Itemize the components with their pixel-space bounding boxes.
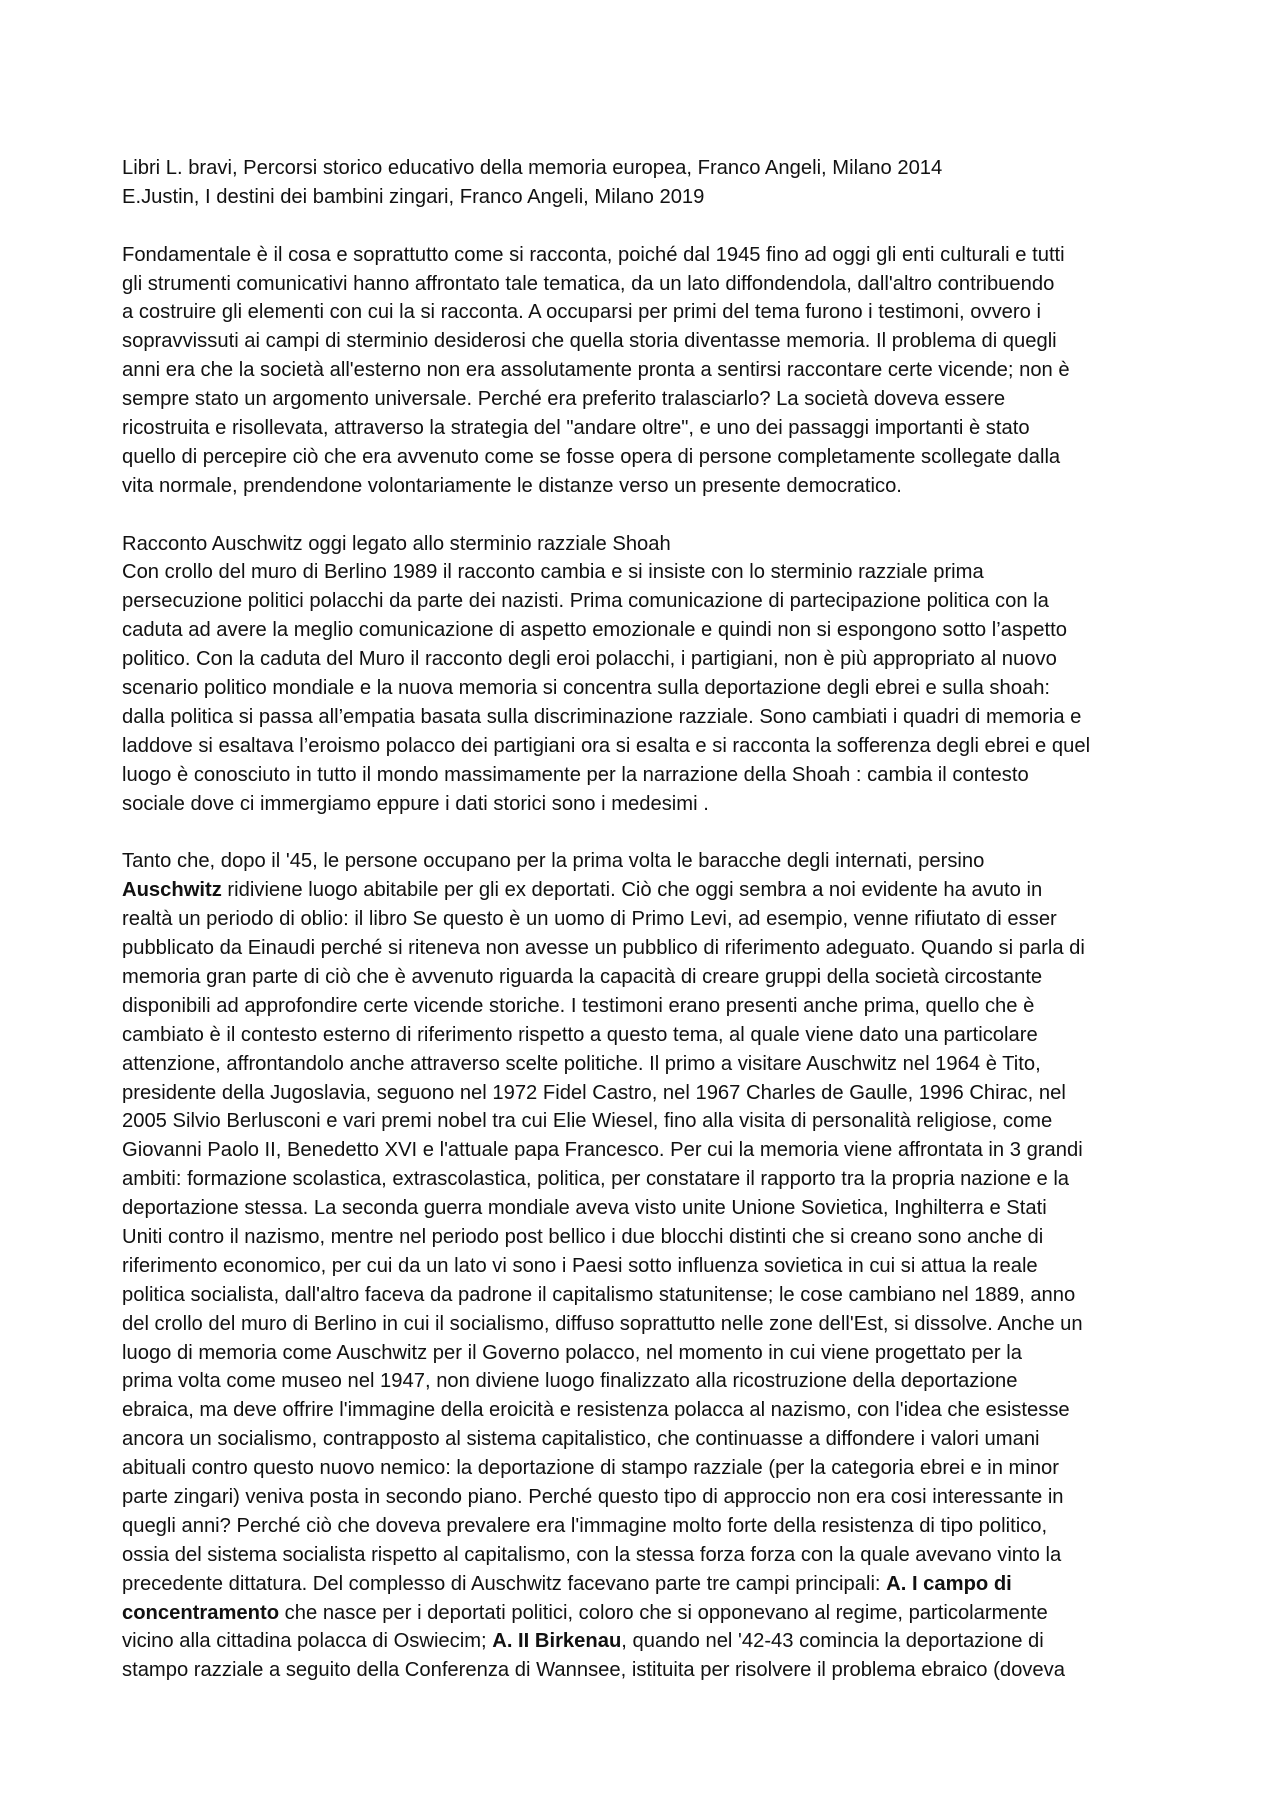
document-page: [122, 154, 1157, 1685]
text-line: ebraica, ma deve offrire l'immagine della eroicità e resistenza polacca al nazismo, con l'idea che esistesse: [122, 1399, 1070, 1422]
text-fragment: , quando nel '42-43 comincia la deportazione di: [621, 1630, 1044, 1653]
paragraph-gap: [122, 818, 1157, 847]
bold-term: A. II Birkenau: [492, 1630, 622, 1653]
text-line: [122, 1570, 1157, 1599]
paragraph-3: [122, 847, 1157, 1685]
text-fragment: precedente dittatura. Del complesso di Auschwitz facevano parte tre campi principali:: [122, 1572, 887, 1595]
text-fragment: vicino alla cittadina polacca di Oswiecim;: [122, 1630, 493, 1653]
text-fragment: che nasce per i deportati politici, coloro che si opponevano al regime, particolarmente: [279, 1601, 1048, 1624]
text-line: cambiato è il contesto esterno di riferimento rispetto a questo tema, al quale viene dato una particolare: [122, 1023, 1038, 1046]
text-line: ossia del sistema socialista rispetto al capitalismo, con la stessa forza forza con la quale avevano vinto la: [122, 1543, 1062, 1566]
text-fragment: ridiviene luogo abitabile per gli ex deportati. Ciò che oggi sembra a noi evidente ha avuto in: [221, 879, 1043, 902]
text-line: scenario politico mondiale e la nuova memoria si concentra sulla deportazione degli ebrei e sulla shoah:: [122, 677, 1051, 700]
text-line: gli strumenti comunicativi hanno affrontato tale tematica, da un lato diffondendola, dall'altro contribuendo: [122, 272, 1055, 295]
paragraph-gap: [122, 212, 1157, 241]
text-line: Con crollo del muro di Berlino 1989 il racconto cambia e si insiste con lo sterminio razziale prima: [122, 561, 984, 584]
text-line: quello di percepire ciò che era avvenuto come se fosse opera di persone completamente scollegate dalla: [122, 445, 1061, 468]
text-line: ricostruita e risollevata, attraverso la strategia del "andare oltre", e uno dei passaggi importanti è stato: [122, 417, 1030, 440]
text-line: [122, 1599, 1157, 1628]
text-line: [122, 876, 1157, 905]
text-line: attenzione, affrontandolo anche attraverso scelte politiche. Il primo a visitare Auschwitz nel 1964 è Tito,: [122, 1052, 1041, 1075]
text-line: stampo razziale a seguito della Conferenza di Wannsee, istituita per risolvere il problema ebraico (doveva: [122, 1659, 1065, 1682]
text-line: politica socialista, dall'altro faceva da padrone il capitalismo statunitense; le cose cambiano nel 1889, anno: [122, 1283, 1076, 1306]
paragraph-gap: [122, 501, 1157, 530]
text-line: caduta ad avere la meglio comunicazione di aspetto emozionale e quindi non si espongono sotto l’aspetto: [122, 619, 1067, 642]
text-line: quegli anni? Perché ciò che doveva prevalere era l'immagine molto forte della resistenza di tipo politico,: [122, 1514, 1048, 1537]
text-line: vita normale, prendendone volontariamente le distanze verso un presente democratico.: [122, 474, 902, 497]
text-line: Giovanni Paolo II, Benedetto XVI e l'attuale papa Francesco. Per cui la memoria viene affrontata in 3 grandi: [122, 1139, 1083, 1162]
bold-term: A. I campo di: [886, 1572, 1012, 1595]
paragraph-2: [122, 530, 1157, 819]
text-line: anni era che la società all'esterno non era assolutamente pronta a sentirsi raccontare certe vicende; non è: [122, 359, 1070, 382]
text-line: parte zingari) veniva posta in secondo piano. Perché questo tipo di approccio non era cosi interessante in: [122, 1485, 1064, 1508]
bold-term: Auschwitz: [122, 879, 222, 902]
text-line: sociale dove ci immergiamo eppure i dati storici sono i medesimi .: [122, 792, 709, 815]
text-line: sopravvissuti ai campi di sterminio desiderosi che quella storia diventasse memoria. Il problema di quegli: [122, 330, 1057, 353]
text-line: [122, 1627, 1157, 1656]
text-line: Fondamentale è il cosa e soprattutto come si racconta, poiché dal 1945 fino ad oggi gli enti culturali e tutti: [122, 243, 1065, 266]
text-line: pubblicato da Einaudi perché si riteneva non avesse un pubblico di riferimento adeguato. Quando si parla di: [122, 937, 1085, 960]
text-line: luogo di memoria come Auschwitz per il Governo polacco, nel momento in cui viene progettato per la: [122, 1341, 1022, 1364]
reference-line: Libri L. bravi, Percorsi storico educativo della memoria europea, Franco Angeli, Milano 2014: [122, 157, 943, 179]
text-line: abituali contro questo nuovo nemico: la deportazione di stampo razziale (per la categoria ebrei e in minor: [122, 1457, 1060, 1480]
reference-line: E.Justin, I destini dei bambini zingari, Franco Angeli, Milano 2019: [122, 185, 705, 208]
text-line: ambiti: formazione scolastica, extrascolastica, politica, per constatare il rapporto tra la propria nazione e la: [122, 1168, 1070, 1191]
text-line: memoria gran parte di ciò che è avvenuto riguarda la capacità di creare gruppi della società circostante: [122, 965, 1043, 988]
text-line: prima volta come museo nel 1947, non diviene luogo finalizzato alla ricostruzione della deportazione: [122, 1370, 1018, 1393]
text-line: Uniti contro il nazismo, mentre nel periodo post bellico i due blocchi distinti che si creano sono anche di: [122, 1225, 1044, 1248]
text-line: deportazione stessa. La seconda guerra mondiale aveva visto unite Unione Sovietica, Inghilterra e Stati: [122, 1197, 1047, 1220]
text-line: del crollo del muro di Berlino in cui il socialismo, diffuso soprattutto nelle zone dell'Est, si dissolve. Anche un: [122, 1312, 1083, 1335]
text-line: presidente della Jugoslavia, seguono nel 1972 Fidel Castro, nel 1967 Charles de Gaulle, 1996 Chirac, nel: [122, 1081, 1066, 1104]
bold-term: concentramento: [122, 1601, 280, 1624]
text-line: a costruire gli elementi con cui la si racconta. A occuparsi per primi del tema furono i testimoni, ovvero i: [122, 301, 1041, 324]
text-line: ancora un socialismo, contrapposto al sistema capitalistico, che continuasse a diffondere i valori umani: [122, 1428, 1040, 1451]
paragraph-1: [122, 241, 1157, 501]
text-line: sempre stato un argomento universale. Perché era preferito tralasciarlo? La società doveva essere: [122, 388, 1006, 411]
text-line: laddove si esaltava l’eroismo polacco dei partigiani ora si esalta e si racconta la sofferenza degli ebrei e quel: [122, 734, 1091, 757]
text-line: persecuzione politici polacchi da parte dei nazisti. Prima comunicazione di partecipazione politica con la: [122, 590, 1049, 613]
text-line: riferimento economico, per cui da un lato vi sono i Paesi sotto influenza sovietica in cui si attua la reale: [122, 1254, 1038, 1277]
text-line: politico. Con la caduta del Muro il racconto degli eroi polacchi, i partigiani, non è più appropriato al nuovo: [122, 648, 1057, 671]
text-line: realtà un periodo di oblio: il libro Se questo è un uomo di Primo Levi, ad esempio, venne rifiutato di esser: [122, 908, 1057, 931]
section-heading: Racconto Auschwitz oggi legato allo sterminio razziale Shoah: [122, 532, 671, 555]
text-line: dalla politica si passa all’empatia basata sulla discriminazione razziale. Sono cambiati i quadri di memoria e: [122, 705, 1082, 728]
text-line: disponibili ad approfondire certe vicende storiche. I testimoni erano presenti anche prima, quello che è: [122, 994, 1035, 1017]
text-line: 2005 Silvio Berlusconi e vari premi nobel tra cui Elie Wiesel, fino alla visita di personalità religiose, come: [122, 1110, 1053, 1133]
text-line: luogo è conosciuto in tutto il mondo massimamente per la narrazione della Shoah : cambia il contesto: [122, 763, 1029, 786]
text-line: Tanto che, dopo il '45, le persone occupano per la prima volta le baracche degli internati, persino: [122, 850, 985, 873]
